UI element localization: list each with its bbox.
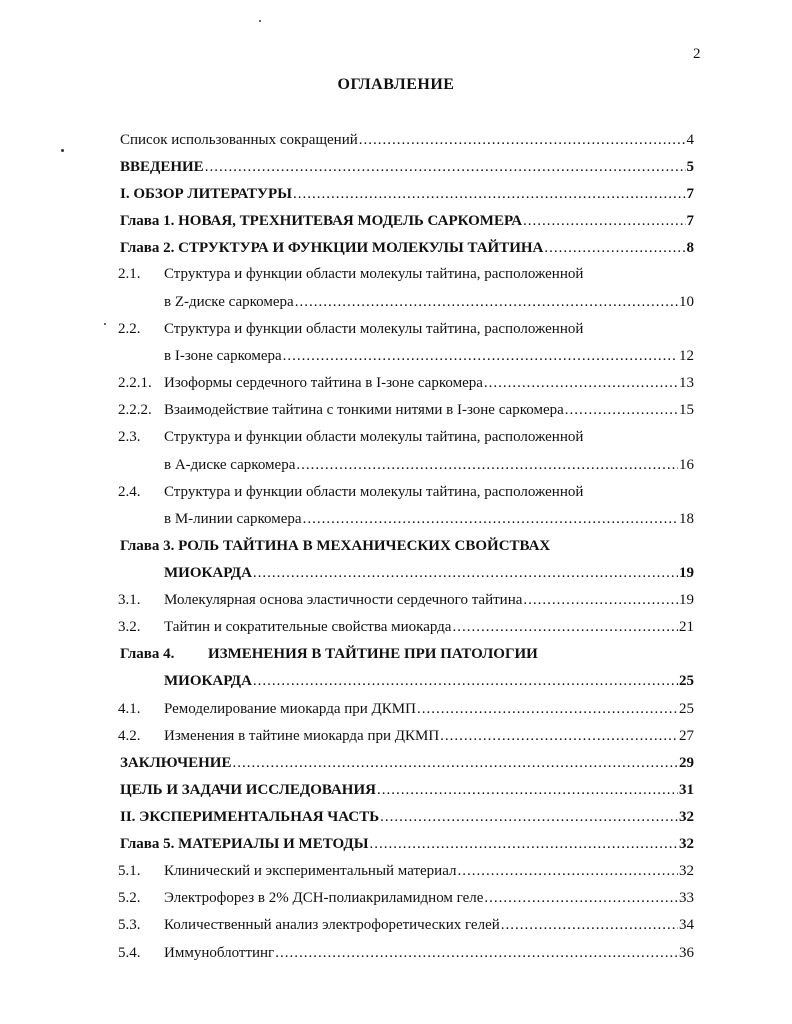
toc-entry (118, 943, 694, 963)
toc-entry-title: Глава 2. СТРУКТУРА И ФУНКЦИИ МОЛЕКУЛЫ ТАЙТИНА (120, 240, 544, 256)
toc-entry-title: Количественный анализ электрофоретических гелей (164, 917, 500, 933)
dot-leader (484, 373, 678, 393)
dot-leader (293, 184, 686, 204)
toc-entry-title: Структура и функции области молекулы тайтина, расположенной (164, 429, 584, 445)
dot-leader (417, 699, 678, 719)
toc-entry-number: 2.2.2. (118, 402, 152, 418)
dot-leader (359, 130, 686, 150)
toc-entry-page: 32 (679, 809, 694, 825)
toc-entry (120, 644, 694, 664)
dot-leader (275, 943, 678, 963)
toc-entry-page: 21 (679, 619, 694, 635)
toc-entry-page: 19 (679, 592, 694, 608)
toc-entry-page: 7 (686, 213, 694, 229)
toc-entry-title: в I-зоне саркомера (164, 348, 282, 364)
toc-entry (118, 590, 694, 610)
toc-entry-title: МИОКАРДА (164, 673, 252, 689)
toc-entry (118, 915, 694, 935)
toc-entry-page: 16 (679, 457, 694, 473)
toc-entry-number: 2.4. (118, 484, 141, 500)
toc-entry (118, 699, 694, 719)
toc-entry-title: II. ЭКСПЕРИМЕНТАЛЬНАЯ ЧАСТЬ (120, 809, 380, 825)
dot-leader (303, 509, 678, 529)
toc-entry (118, 888, 694, 908)
scan-speck (259, 20, 261, 22)
toc-entry-title: ВВЕДЕНИЕ (120, 159, 204, 175)
toc-entry-title: Структура и функции области молекулы тайтина, расположенной (164, 266, 584, 282)
toc-entry (164, 346, 694, 366)
toc-entry-number: 4.2. (118, 728, 141, 744)
toc-entry-number: 2.2.1. (118, 375, 152, 391)
toc-entry-title: ЗАКЛЮЧЕНИЕ (120, 755, 232, 771)
toc-entry-page: 10 (679, 294, 694, 310)
toc-entry-number: 4.1. (118, 701, 141, 717)
toc-entry-page: 25 (679, 673, 694, 689)
dot-leader (484, 888, 678, 908)
toc-entry (164, 455, 694, 475)
toc-entry (120, 157, 694, 177)
toc-entry-title: Иммуноблоттинг (164, 945, 275, 961)
toc-entry-title: Тайтин и сократительные свойства миокарда (164, 619, 452, 635)
toc-entry (120, 130, 694, 150)
toc-entry-number: 2.3. (118, 429, 141, 445)
toc-entry-title: МИОКАРДА (164, 565, 252, 581)
toc-entry-page: 15 (679, 402, 694, 418)
toc-entry (118, 400, 694, 420)
toc-entry-number: 2.1. (118, 266, 141, 282)
toc-entry (118, 861, 694, 881)
toc-entry-page: 12 (679, 348, 694, 364)
page-number: 2 (693, 46, 701, 62)
toc-entry-page: 29 (679, 755, 694, 771)
dot-leader (205, 157, 686, 177)
toc-entry-page: 36 (679, 945, 694, 961)
scan-speck (61, 149, 64, 152)
dot-leader (296, 455, 678, 475)
dot-leader (377, 780, 678, 800)
toc-entry (120, 780, 694, 800)
toc-entry-number: 5.4. (118, 945, 141, 961)
toc-entry-title: ИЗМЕНЕНИЯ В ТАЙТИНЕ ПРИ ПАТОЛОГИИ (208, 646, 538, 662)
toc-entry-title: Ремоделирование миокарда при ДКМП (164, 701, 416, 717)
toc-entry-number: 5.2. (118, 890, 141, 906)
toc-entry-title: Молекулярная основа эластичности сердечного тайтина (164, 592, 523, 608)
toc-entry-title: в М-линии саркомера (164, 511, 302, 527)
toc-entry-number: Глава 4. (120, 646, 175, 662)
toc-entry-title: Клинический и экспериментальный материал (164, 863, 457, 879)
toc-entry-page: 34 (679, 917, 694, 933)
toc-entry (120, 211, 694, 231)
toc-entry-number: 2.2. (118, 321, 141, 337)
toc-entry-title: Глава 3. РОЛЬ ТАЙТИНА В МЕХАНИЧЕСКИХ СВОЙСТВАХ (120, 538, 551, 554)
toc-entry-number: 5.3. (118, 917, 141, 933)
toc-entry-title: Список использованных сокращений (120, 132, 358, 148)
toc-entry-page: 32 (679, 836, 694, 852)
toc-entry (120, 753, 694, 773)
toc-entry-title: Электрофорез в 2% ДСН-полиакриламидном геле (164, 890, 484, 906)
toc-entry-number: 3.2. (118, 619, 141, 635)
dot-leader (283, 346, 678, 366)
dot-leader (544, 238, 685, 258)
dot-leader (565, 400, 678, 420)
dot-leader (253, 671, 678, 691)
toc-entry-title: Изменения в тайтине миокарда при ДКМП (164, 728, 440, 744)
toc-entry-page: 27 (679, 728, 694, 744)
toc-entry-title: Структура и функции области молекулы тайтина, расположенной (164, 321, 584, 337)
toc-entry (164, 509, 694, 529)
toc-entry-page: 31 (679, 782, 694, 798)
toc-entry-page: 33 (679, 890, 694, 906)
dot-leader (458, 861, 679, 881)
page-title: ОГЛАВЛЕНИЕ (337, 76, 455, 93)
toc-entry (118, 319, 694, 339)
toc-entry (120, 238, 694, 258)
dot-leader (380, 807, 678, 827)
toc-entry (118, 482, 694, 502)
toc-entry-page: 4 (686, 132, 694, 148)
toc-entry (120, 184, 694, 204)
toc-entry-page: 5 (686, 159, 694, 175)
toc-entry-title: Взаимодействие тайтина с тонкими нитями в I-зоне саркомера (164, 402, 564, 418)
toc-entry (164, 671, 694, 691)
dot-leader (440, 726, 678, 746)
toc-entry-title: Структура и функции области молекулы тайтина, расположенной (164, 484, 584, 500)
toc-entry-page: 25 (679, 701, 694, 717)
dot-leader (523, 211, 685, 231)
toc-entry-page: 18 (679, 511, 694, 527)
dot-leader (452, 617, 678, 637)
toc-entry (120, 536, 694, 556)
toc-entry (164, 563, 694, 583)
scan-speck (104, 323, 106, 325)
toc-entry-page: 7 (686, 186, 694, 202)
dot-leader (369, 834, 678, 854)
toc-entry-page: 13 (679, 375, 694, 391)
dot-leader (523, 590, 678, 610)
toc-entry-title: I. ОБЗОР ЛИТЕРАТУРЫ (120, 186, 292, 202)
toc-entry-page: 8 (686, 240, 694, 256)
toc-entry (118, 617, 694, 637)
toc-entry-title: Глава 1. НОВАЯ, ТРЕХНИТЕВАЯ МОДЕЛЬ САРКОМЕРА (120, 213, 523, 229)
dot-leader (501, 915, 678, 935)
toc-entry (118, 427, 694, 447)
toc-entry-title: Изоформы сердечного тайтина в I-зоне саркомера (164, 375, 483, 391)
toc-entry-title: Глава 5. МАТЕРИАЛЫ И МЕТОДЫ (120, 836, 369, 852)
toc-entry-page: 32 (679, 863, 694, 879)
toc-entry (118, 264, 694, 284)
toc-entry (118, 373, 694, 393)
toc-entry-title: в А-диске саркомера (164, 457, 296, 473)
toc-entry-number: 3.1. (118, 592, 141, 608)
toc-entry-title: ЦЕЛЬ И ЗАДАЧИ ИССЛЕДОВАНИЯ (120, 782, 376, 798)
dot-leader (295, 292, 678, 312)
toc-entry (120, 834, 694, 854)
toc-entry-title: в Z-диске саркомера (164, 294, 294, 310)
dot-leader (253, 563, 678, 583)
toc-entry (120, 807, 694, 827)
toc-entry-page: 19 (679, 565, 694, 581)
toc-entry-number: 5.1. (118, 863, 141, 879)
dot-leader (232, 753, 678, 773)
toc-entry (164, 292, 694, 312)
toc-entry (118, 726, 694, 746)
